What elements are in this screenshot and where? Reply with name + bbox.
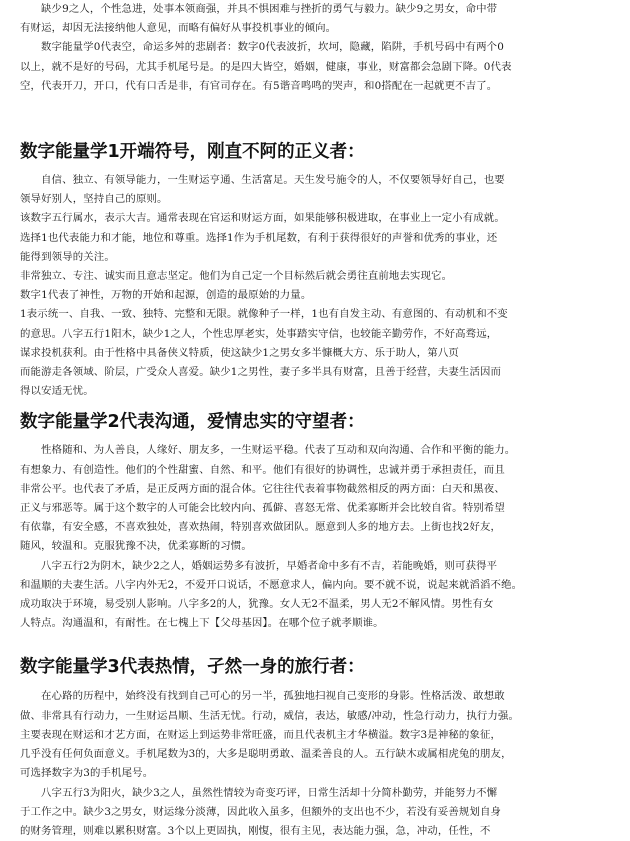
intro-line: 有财运，却因无法接纳他人意见，而略有偏好从事投机事业的倾向。	[20, 22, 337, 35]
section-heading-1: 数字能量学1开端符号，刚直不阿的正义者：	[20, 142, 365, 163]
intro-line: 以上，就不是好的号码，尤其手机尾号是。的是四大皆空，婚姻，健康，事业，财富都会急剧下降。0代表	[20, 60, 512, 73]
section-body-2	[20, 441, 616, 633]
body-line: 和温顺的夫妻生活。八字内外无2，不爱开口说话，不愿意求人，偏内向。要不就不说，说起来就滔滔不绝。	[20, 578, 523, 591]
body-line: 的财务管理，则难以累积财富。3个以上更固执，刚愎，很有主见，表达能力强，急，冲动，任性，不	[20, 824, 491, 837]
body-line: 八字五行3为阳火，缺少3之人，虽然性情较为奇变巧评，日常生活却十分简朴勤劳，并能努力不懈	[41, 786, 498, 799]
body-line: 非常独立、专注、诚实而且意志坚定。他们为自己定一个目标然后就会勇往直前地去实现它。	[20, 270, 453, 283]
body-line: 有想象力、有创造性。他们的个性甜蜜、自然、和平。他们有很好的协调性，忠诚并勇于承担责任，而且	[20, 463, 505, 476]
body-line: 主要表现在财运和才艺方面，在财运上到运势非常旺盛，而且代表机主才华横溢。数字3是神秘的象征，	[20, 728, 502, 741]
body-line: 做、非常具有行动力，一生财运昌顺、生活无忧。行动，威信，表达，敏感/冲动，性急行动力，执行力强。	[20, 709, 520, 722]
body-line: 谋求投机获利。由于性格中具备侠义特质，使这缺少1之男女多半慷概大方、乐于助人，第八页	[20, 346, 459, 359]
section-heading-3: 数字能量学3代表热情，孑然一身的旅行者：	[20, 657, 365, 678]
section-body-3	[20, 687, 616, 841]
body-line: 数字1代表了神性，万物的开始和起源，创造的最原始的力量。	[20, 289, 312, 302]
body-line: 几乎没有任何负面意义。手机尾数为3的，大多是聪明勇敢、温柔善良的人。五行缺木或属相虎兔的朋友，	[20, 748, 512, 761]
intro-line: 空，代表开刀，开口，代有口舌是非，有官司存在。有5谐音鸣鸣的哭声，和0搭配在一起就更不吉了。	[20, 79, 498, 92]
section-heading-2: 数字能量学2代表沟通，爱情忠实的守望者：	[20, 412, 365, 433]
body-line: 1表示统一、自我、一致、独特、完整和无限。就像种子一样，1也有自发主动、有意图的、有动机和不变	[20, 308, 508, 321]
body-line: 能得到领导的关注。	[20, 250, 115, 263]
body-line: 成功取决于环境，易受别人影响。八字多2的人，犹豫。女人无2不温柔，男人无2不解风情。男性有女	[20, 598, 494, 611]
body-line: 性格随和、为人善良，人缘好、朋友多，一生财运平稳。代表了互动和双向沟通、合作和平衡的能力。	[41, 444, 516, 457]
intro-block	[20, 0, 616, 96]
intro-line: 数字能量学0代表空，命运多舛的悲剧者：数字0代表波折，坎坷，隐藏，陷阱，手机号码中有两个0	[41, 41, 504, 54]
body-line: 有依靠，有安全感，不喜欢独处，喜欢热闹，特别喜欢做团队。愿意到人多的地方去。上街也找2好友，	[20, 521, 502, 534]
body-line: 领导好别人，坚持自己的原则。	[20, 193, 168, 206]
body-line: 随风，较温和。克服犹豫不决，优柔寡断的习惯。	[20, 540, 252, 553]
body-line: 自信、独立、有领导能力，一生财运亨通、生活富足。天生发号施令的人，不仅要领导好自己，也要	[41, 174, 505, 187]
body-line: 的意思。八字五行1阳木，缺少1之人，个性忠厚老实，处事踏实守信，也较能辛勤劳作，不好高骛远，	[20, 327, 498, 340]
body-line: 在心路的历程中，始终没有找到自己可心的另一半，孤独地扫视自己变形的身影。性格活泼、敢想敢	[41, 690, 505, 703]
section-body-1	[20, 171, 616, 401]
intro-line: 缺少9之人，个性急进，处事本领商强，并具不惧困难与挫折的勇气与毅力。缺少9之男女，命中带	[41, 3, 498, 15]
body-line: 正义与邪恶等。属于这个数字的人可能会比较内向、孤僻、喜怒无常、优柔寡断并会比较自省。特别希望	[20, 502, 505, 515]
body-line: 选择1也代表能力和才能，地位和尊重。选择1作为手机尾数，有利于获得很好的声誉和优秀的事业，还	[20, 231, 498, 244]
body-line: 人特点。沟通温和，有耐性。在七槐上下【父母基因】。在哪个位子就孝顺谁。	[20, 617, 384, 630]
body-line: 可选择数字为3的手机尾号。	[20, 767, 154, 780]
body-line: 非常公平。也代表了矛盾，是正反两方面的混合体。它往往代表着事物截然相反的两方面：白天和黑夜、	[20, 482, 505, 495]
body-line: 于工作之中。缺少3之男女，财运缘分淡薄，因此收入虽多，但额外的支出也不少，若没有妥善规划自身	[20, 805, 502, 818]
body-line: 而能游走各领域、阶层，广受众人喜爱。缺少1之男性，妻子多半具有财富，且善于经营，夫妻生活因而	[20, 366, 502, 379]
body-line: 得以安适无忧。	[20, 385, 94, 398]
body-line: 该数字五行属水，表示大吉。通常表现在官运和财运方面，如果能够积极进取，在事业上一定小有成就。	[20, 212, 505, 225]
body-line: 八字五行2为阴木，缺少2之人，婚姻运势多有波折，早婚者命中多有不吉，若能晚婚，则可获得平	[41, 559, 498, 572]
